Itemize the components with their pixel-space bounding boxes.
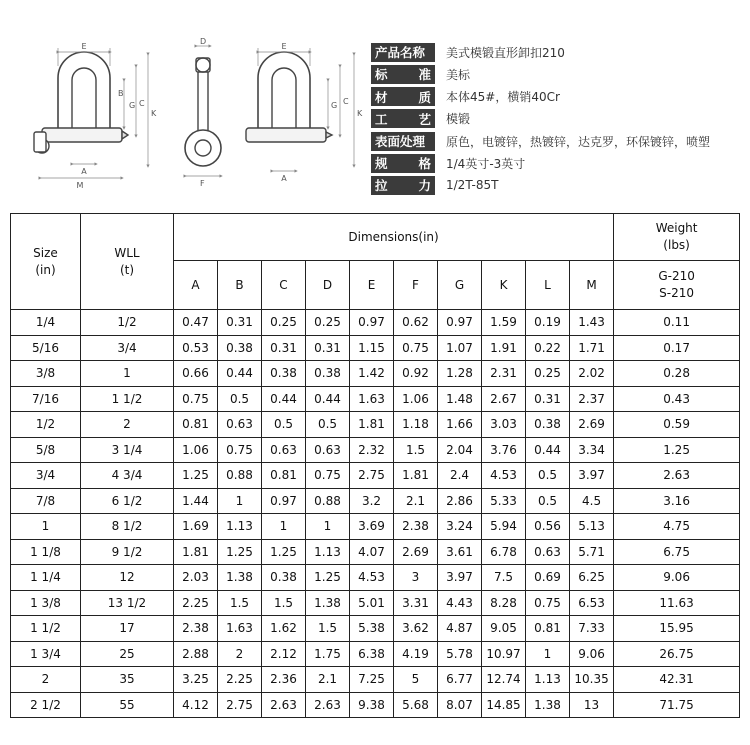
table-cell: 4.07 bbox=[350, 539, 394, 565]
table-cell: 8 1/2 bbox=[81, 514, 174, 540]
wll-header-line1: WLL bbox=[114, 245, 140, 260]
table-cell: 13 bbox=[570, 692, 614, 718]
table-cell: 5/16 bbox=[11, 335, 81, 361]
table-cell: 4.19 bbox=[394, 641, 438, 667]
table-cell: 1.13 bbox=[526, 667, 570, 693]
dim-label-e2: E bbox=[281, 42, 287, 51]
table-cell: 0.47 bbox=[174, 310, 218, 336]
dim-label-f: F bbox=[200, 179, 205, 188]
table-body bbox=[11, 310, 740, 718]
table-cell: 55 bbox=[81, 692, 174, 718]
spec-row-tension bbox=[371, 175, 746, 196]
table-cell: 2.63 bbox=[614, 463, 740, 489]
table-cell: 1 1/2 bbox=[81, 386, 174, 412]
table-cell: 2.31 bbox=[482, 361, 526, 387]
table-cell: 3.2 bbox=[350, 488, 394, 514]
table-cell: 1.06 bbox=[394, 386, 438, 412]
table-cell: 26.75 bbox=[614, 641, 740, 667]
table-cell: 0.44 bbox=[262, 386, 306, 412]
table-cell: 0.97 bbox=[350, 310, 394, 336]
table-cell: 1.5 bbox=[306, 616, 350, 642]
table-cell: 0.5 bbox=[526, 463, 570, 489]
table-cell: 6.25 bbox=[570, 565, 614, 591]
table-cell: 0.44 bbox=[306, 386, 350, 412]
table-cell: 3/8 bbox=[11, 361, 81, 387]
table-cell: 0.22 bbox=[526, 335, 570, 361]
table-cell: 2.25 bbox=[174, 590, 218, 616]
table-cell: 0.31 bbox=[218, 310, 262, 336]
table-cell: 4.43 bbox=[438, 590, 482, 616]
table-cell: 0.44 bbox=[526, 437, 570, 463]
table-cell: 0.92 bbox=[394, 361, 438, 387]
table-row bbox=[11, 616, 740, 642]
weight-header-line2: (lbs) bbox=[663, 238, 690, 252]
table-cell: 7/16 bbox=[11, 386, 81, 412]
table-cell: 0.75 bbox=[218, 437, 262, 463]
table-cell: 1.5 bbox=[218, 590, 262, 616]
table-row bbox=[11, 539, 740, 565]
table-cell: 11.63 bbox=[614, 590, 740, 616]
table-cell: 10.97 bbox=[482, 641, 526, 667]
table-cell: 0.5 bbox=[262, 412, 306, 438]
table-row bbox=[11, 590, 740, 616]
table-cell: 1 bbox=[526, 641, 570, 667]
spec-row-process bbox=[371, 109, 746, 130]
table-cell: 5.38 bbox=[350, 616, 394, 642]
table-cell: 6 1/2 bbox=[81, 488, 174, 514]
dim-label-a2: A bbox=[281, 174, 287, 183]
table-cell: 0.81 bbox=[174, 412, 218, 438]
spec-value: 模锻 bbox=[446, 112, 471, 127]
table-cell: 3/4 bbox=[81, 335, 174, 361]
table-cell: 0.63 bbox=[306, 437, 350, 463]
table-cell: 4.87 bbox=[438, 616, 482, 642]
dim-column-header: B bbox=[218, 261, 262, 310]
table-cell: 2.02 bbox=[570, 361, 614, 387]
table-cell: 1 1/4 bbox=[11, 565, 81, 591]
table-row bbox=[11, 335, 740, 361]
table-cell: 1.63 bbox=[218, 616, 262, 642]
table-cell: 2.75 bbox=[218, 692, 262, 718]
table-cell: 2.1 bbox=[394, 488, 438, 514]
table-cell: 0.59 bbox=[614, 412, 740, 438]
table-cell: 0.75 bbox=[394, 335, 438, 361]
table-cell: 17 bbox=[81, 616, 174, 642]
dim-column-header: F bbox=[394, 261, 438, 310]
table-cell: 2.38 bbox=[394, 514, 438, 540]
spec-value: 1/2T-85T bbox=[446, 178, 499, 193]
table-cell: 0.25 bbox=[262, 310, 306, 336]
table-cell: 1 1/2 bbox=[11, 616, 81, 642]
table-cell: 0.11 bbox=[614, 310, 740, 336]
table-cell: 1.66 bbox=[438, 412, 482, 438]
table-cell: 1.13 bbox=[306, 539, 350, 565]
dim-column-header: A bbox=[174, 261, 218, 310]
table-cell: 2.88 bbox=[174, 641, 218, 667]
table-cell: 1.75 bbox=[306, 641, 350, 667]
table-cell: 3.24 bbox=[438, 514, 482, 540]
dim-label-g2: G bbox=[331, 101, 338, 110]
table-cell: 0.38 bbox=[262, 565, 306, 591]
table-cell: 0.81 bbox=[526, 616, 570, 642]
table-cell: 1.06 bbox=[174, 437, 218, 463]
table-cell: 1 bbox=[262, 514, 306, 540]
table-cell: 0.31 bbox=[526, 386, 570, 412]
table-cell: 2.25 bbox=[218, 667, 262, 693]
table-cell: 5.33 bbox=[482, 488, 526, 514]
dim-label-b: B bbox=[118, 89, 124, 98]
spec-label: 材 质 bbox=[371, 87, 435, 106]
table-cell: 5/8 bbox=[11, 437, 81, 463]
table-cell: 3.76 bbox=[482, 437, 526, 463]
dim-label-k2: K bbox=[357, 109, 363, 118]
table-cell: 3.97 bbox=[438, 565, 482, 591]
dim-label-c: C bbox=[139, 99, 145, 108]
table-cell: 0.31 bbox=[262, 335, 306, 361]
table-cell: 0.38 bbox=[262, 361, 306, 387]
table-cell: 1.25 bbox=[262, 539, 306, 565]
spec-row-surface bbox=[371, 131, 746, 152]
dim-label-k: K bbox=[151, 109, 157, 118]
table-cell: 1.38 bbox=[306, 590, 350, 616]
table-row bbox=[11, 641, 740, 667]
spec-value: 美式模锻直形卸扣210 bbox=[446, 45, 565, 60]
table-cell: 1.25 bbox=[614, 437, 740, 463]
table-cell: 0.97 bbox=[438, 310, 482, 336]
table-row bbox=[11, 386, 740, 412]
table-cell: 1.18 bbox=[394, 412, 438, 438]
table-cell: 0.28 bbox=[614, 361, 740, 387]
table-cell: 8.28 bbox=[482, 590, 526, 616]
spec-row-name bbox=[371, 42, 746, 63]
table-cell: 1.5 bbox=[262, 590, 306, 616]
table-cell: 2.37 bbox=[570, 386, 614, 412]
table-cell: 3 1/4 bbox=[81, 437, 174, 463]
table-row bbox=[11, 361, 740, 387]
table-cell: 2.03 bbox=[174, 565, 218, 591]
table-cell: 0.66 bbox=[174, 361, 218, 387]
table-row bbox=[11, 667, 740, 693]
table-cell: 4.5 bbox=[570, 488, 614, 514]
table-cell: 1.07 bbox=[438, 335, 482, 361]
table-cell: 1.13 bbox=[218, 514, 262, 540]
table-cell: 7/8 bbox=[11, 488, 81, 514]
table-cell: 9.06 bbox=[570, 641, 614, 667]
table-cell: 4.12 bbox=[174, 692, 218, 718]
table-cell: 5 bbox=[394, 667, 438, 693]
table-cell: 6.78 bbox=[482, 539, 526, 565]
table-cell: 1.15 bbox=[350, 335, 394, 361]
table-cell: 1.81 bbox=[350, 412, 394, 438]
spec-value: 本体45#，横销40Cr bbox=[446, 90, 560, 105]
table-cell: 0.69 bbox=[526, 565, 570, 591]
table-cell: 1 bbox=[218, 488, 262, 514]
table-cell: 2 bbox=[218, 641, 262, 667]
dim-column-header: E bbox=[350, 261, 394, 310]
table-cell: 2.12 bbox=[262, 641, 306, 667]
table-cell: 2.04 bbox=[438, 437, 482, 463]
table-cell: 1.25 bbox=[218, 539, 262, 565]
table-cell: 1.28 bbox=[438, 361, 482, 387]
table-cell: 1.38 bbox=[218, 565, 262, 591]
dim-column-header: K bbox=[482, 261, 526, 310]
shackle-dimension-diagram bbox=[20, 36, 365, 196]
spec-row-spec bbox=[371, 153, 746, 174]
table-row bbox=[11, 463, 740, 489]
spec-label: 标 准 bbox=[371, 65, 435, 84]
table-cell: 0.44 bbox=[218, 361, 262, 387]
spec-label: 表面处理 bbox=[371, 132, 435, 151]
table-cell: 3.34 bbox=[570, 437, 614, 463]
table-cell: 5.68 bbox=[394, 692, 438, 718]
table-cell: 3.03 bbox=[482, 412, 526, 438]
table-cell: 2.63 bbox=[262, 692, 306, 718]
table-cell: 1 1/8 bbox=[11, 539, 81, 565]
table-cell: 6.38 bbox=[350, 641, 394, 667]
table-cell: 2.36 bbox=[262, 667, 306, 693]
table-row bbox=[11, 488, 740, 514]
dimensions-table bbox=[10, 213, 740, 718]
dim-label-g: G bbox=[129, 101, 136, 110]
table-cell: 2.67 bbox=[482, 386, 526, 412]
table-cell: 2.4 bbox=[438, 463, 482, 489]
size-header-line1: Size bbox=[33, 245, 58, 260]
table-cell: 4.53 bbox=[350, 565, 394, 591]
table-cell: 1.59 bbox=[482, 310, 526, 336]
table-cell: 1 bbox=[11, 514, 81, 540]
table-cell: 0.5 bbox=[306, 412, 350, 438]
table-cell: 1.69 bbox=[174, 514, 218, 540]
table-cell: 8.07 bbox=[438, 692, 482, 718]
shackle-drawings bbox=[20, 36, 365, 196]
table-cell: 0.75 bbox=[306, 463, 350, 489]
dim-label-c2: C bbox=[343, 97, 349, 106]
spec-row-material bbox=[371, 86, 746, 107]
table-cell: 0.62 bbox=[394, 310, 438, 336]
table-cell: 10.35 bbox=[570, 667, 614, 693]
table-cell: 3.61 bbox=[438, 539, 482, 565]
table-cell: 1.71 bbox=[570, 335, 614, 361]
table-cell: 1.42 bbox=[350, 361, 394, 387]
table-cell: 2.38 bbox=[174, 616, 218, 642]
table-cell: 3.25 bbox=[174, 667, 218, 693]
spec-value: 美标 bbox=[446, 67, 471, 82]
table-cell: 0.31 bbox=[306, 335, 350, 361]
table-cell: 42.31 bbox=[614, 667, 740, 693]
dim-label-a: A bbox=[81, 167, 87, 176]
table-cell: 35 bbox=[81, 667, 174, 693]
product-spec-list bbox=[371, 42, 746, 197]
table-cell: 2.1 bbox=[306, 667, 350, 693]
table-cell: 3.31 bbox=[394, 590, 438, 616]
table-cell: 12.74 bbox=[482, 667, 526, 693]
table-cell: 1/2 bbox=[81, 310, 174, 336]
table-cell: 1.48 bbox=[438, 386, 482, 412]
table-cell: 14.85 bbox=[482, 692, 526, 718]
table-cell: 1.91 bbox=[482, 335, 526, 361]
table-cell: 3 bbox=[394, 565, 438, 591]
dim-column-header: D bbox=[306, 261, 350, 310]
table-cell: 0.38 bbox=[306, 361, 350, 387]
dim-column-header: G bbox=[438, 261, 482, 310]
weight-header-line1: Weight bbox=[655, 221, 698, 235]
table-cell: 5.78 bbox=[438, 641, 482, 667]
table-cell: 2.63 bbox=[306, 692, 350, 718]
table-cell: 3/4 bbox=[11, 463, 81, 489]
dim-column-header: C bbox=[262, 261, 306, 310]
table-cell: 0.81 bbox=[262, 463, 306, 489]
dim-label-e: E bbox=[81, 42, 87, 51]
table-cell: 6.53 bbox=[570, 590, 614, 616]
table-cell: 1 bbox=[306, 514, 350, 540]
table-cell: 1.63 bbox=[350, 386, 394, 412]
table-row bbox=[11, 514, 740, 540]
weight-subheader bbox=[614, 261, 740, 310]
table-cell: 1.81 bbox=[174, 539, 218, 565]
side-view-drawing bbox=[185, 58, 221, 166]
table-cell: 4.75 bbox=[614, 514, 740, 540]
table-cell: 0.75 bbox=[174, 386, 218, 412]
table-cell: 1 3/8 bbox=[11, 590, 81, 616]
table-cell: 9.05 bbox=[482, 616, 526, 642]
table-cell: 2.32 bbox=[350, 437, 394, 463]
table-cell: 1.62 bbox=[262, 616, 306, 642]
table-cell: 2 bbox=[81, 412, 174, 438]
table-cell: 4.53 bbox=[482, 463, 526, 489]
table-cell: 0.5 bbox=[526, 488, 570, 514]
dim-column-header: L bbox=[526, 261, 570, 310]
table-cell: 0.17 bbox=[614, 335, 740, 361]
table-cell: 0.53 bbox=[174, 335, 218, 361]
size-header-line2: (in) bbox=[35, 262, 56, 277]
table-cell: 0.88 bbox=[306, 488, 350, 514]
table-cell: 1.81 bbox=[394, 463, 438, 489]
table-cell: 0.63 bbox=[218, 412, 262, 438]
wll-header bbox=[81, 214, 174, 310]
table-cell: 1 3/4 bbox=[11, 641, 81, 667]
table-cell: 1.43 bbox=[570, 310, 614, 336]
table-cell: 0.38 bbox=[526, 412, 570, 438]
dimensions-header: Dimensions(in) bbox=[174, 214, 614, 261]
table-row bbox=[11, 412, 740, 438]
table-cell: 6.77 bbox=[438, 667, 482, 693]
front-view-drawing bbox=[34, 52, 128, 153]
table-cell: 15.95 bbox=[614, 616, 740, 642]
size-header bbox=[11, 214, 81, 310]
table-cell: 0.97 bbox=[262, 488, 306, 514]
dimensions-table-container bbox=[10, 213, 739, 718]
table-cell: 9 1/2 bbox=[81, 539, 174, 565]
table-cell: 0.19 bbox=[526, 310, 570, 336]
dim-label-m: M bbox=[76, 181, 84, 190]
weight-sub-line1: G-210 bbox=[658, 269, 695, 283]
table-cell: 1 bbox=[81, 361, 174, 387]
table-cell: 5.71 bbox=[570, 539, 614, 565]
table-cell: 2.69 bbox=[570, 412, 614, 438]
table-cell: 4 3/4 bbox=[81, 463, 174, 489]
table-cell: 0.25 bbox=[526, 361, 570, 387]
table-cell: 2 1/2 bbox=[11, 692, 81, 718]
spec-value: 1/4英寸-3英寸 bbox=[446, 156, 526, 171]
table-cell: 0.88 bbox=[218, 463, 262, 489]
spec-label: 拉 力 bbox=[371, 176, 435, 195]
table-cell: 71.75 bbox=[614, 692, 740, 718]
table-cell: 0.5 bbox=[218, 386, 262, 412]
table-cell: 7.5 bbox=[482, 565, 526, 591]
wll-header-line2: (t) bbox=[119, 262, 135, 277]
table-cell: 9.38 bbox=[350, 692, 394, 718]
table-row bbox=[11, 692, 740, 718]
table-cell: 5.94 bbox=[482, 514, 526, 540]
table-cell: 9.06 bbox=[614, 565, 740, 591]
spec-row-standard bbox=[371, 64, 746, 85]
table-cell: 2 bbox=[11, 667, 81, 693]
table-cell: 1.25 bbox=[306, 565, 350, 591]
table-cell: 7.25 bbox=[350, 667, 394, 693]
table-cell: 3.69 bbox=[350, 514, 394, 540]
table-cell: 1.38 bbox=[526, 692, 570, 718]
table-cell: 1/2 bbox=[11, 412, 81, 438]
spec-label: 产品名称 bbox=[371, 43, 435, 62]
screw-pin-view-drawing bbox=[246, 52, 332, 142]
dim-column-header: M bbox=[570, 261, 614, 310]
table-cell: 0.75 bbox=[526, 590, 570, 616]
table-cell: 1.5 bbox=[394, 437, 438, 463]
table-cell: 2.86 bbox=[438, 488, 482, 514]
table-cell: 13 1/2 bbox=[81, 590, 174, 616]
table-cell: 25 bbox=[81, 641, 174, 667]
table-cell: 0.56 bbox=[526, 514, 570, 540]
weight-header bbox=[614, 214, 740, 261]
table-cell: 2.69 bbox=[394, 539, 438, 565]
table-cell: 0.38 bbox=[218, 335, 262, 361]
dim-label-d: D bbox=[200, 37, 207, 46]
table-cell: 5.01 bbox=[350, 590, 394, 616]
table-cell: 7.33 bbox=[570, 616, 614, 642]
table-cell: 1.25 bbox=[174, 463, 218, 489]
table-cell: 3.97 bbox=[570, 463, 614, 489]
table-row bbox=[11, 310, 740, 336]
spec-label: 规 格 bbox=[371, 154, 435, 173]
table-cell: 3.16 bbox=[614, 488, 740, 514]
table-row bbox=[11, 437, 740, 463]
table-cell: 12 bbox=[81, 565, 174, 591]
spec-value: 原色，电镀锌，热镀锌，达克罗，环保镀锌，喷塑 bbox=[446, 134, 711, 149]
table-cell: 5.13 bbox=[570, 514, 614, 540]
table-cell: 0.63 bbox=[526, 539, 570, 565]
table-cell: 0.63 bbox=[262, 437, 306, 463]
table-cell: 1/4 bbox=[11, 310, 81, 336]
spec-label: 工 艺 bbox=[371, 109, 435, 128]
table-cell: 2.75 bbox=[350, 463, 394, 489]
table-cell: 0.43 bbox=[614, 386, 740, 412]
table-cell: 6.75 bbox=[614, 539, 740, 565]
table-cell: 0.25 bbox=[306, 310, 350, 336]
weight-sub-line2: S-210 bbox=[659, 286, 695, 300]
table-cell: 1.44 bbox=[174, 488, 218, 514]
table-cell: 3.62 bbox=[394, 616, 438, 642]
table-row bbox=[11, 565, 740, 591]
